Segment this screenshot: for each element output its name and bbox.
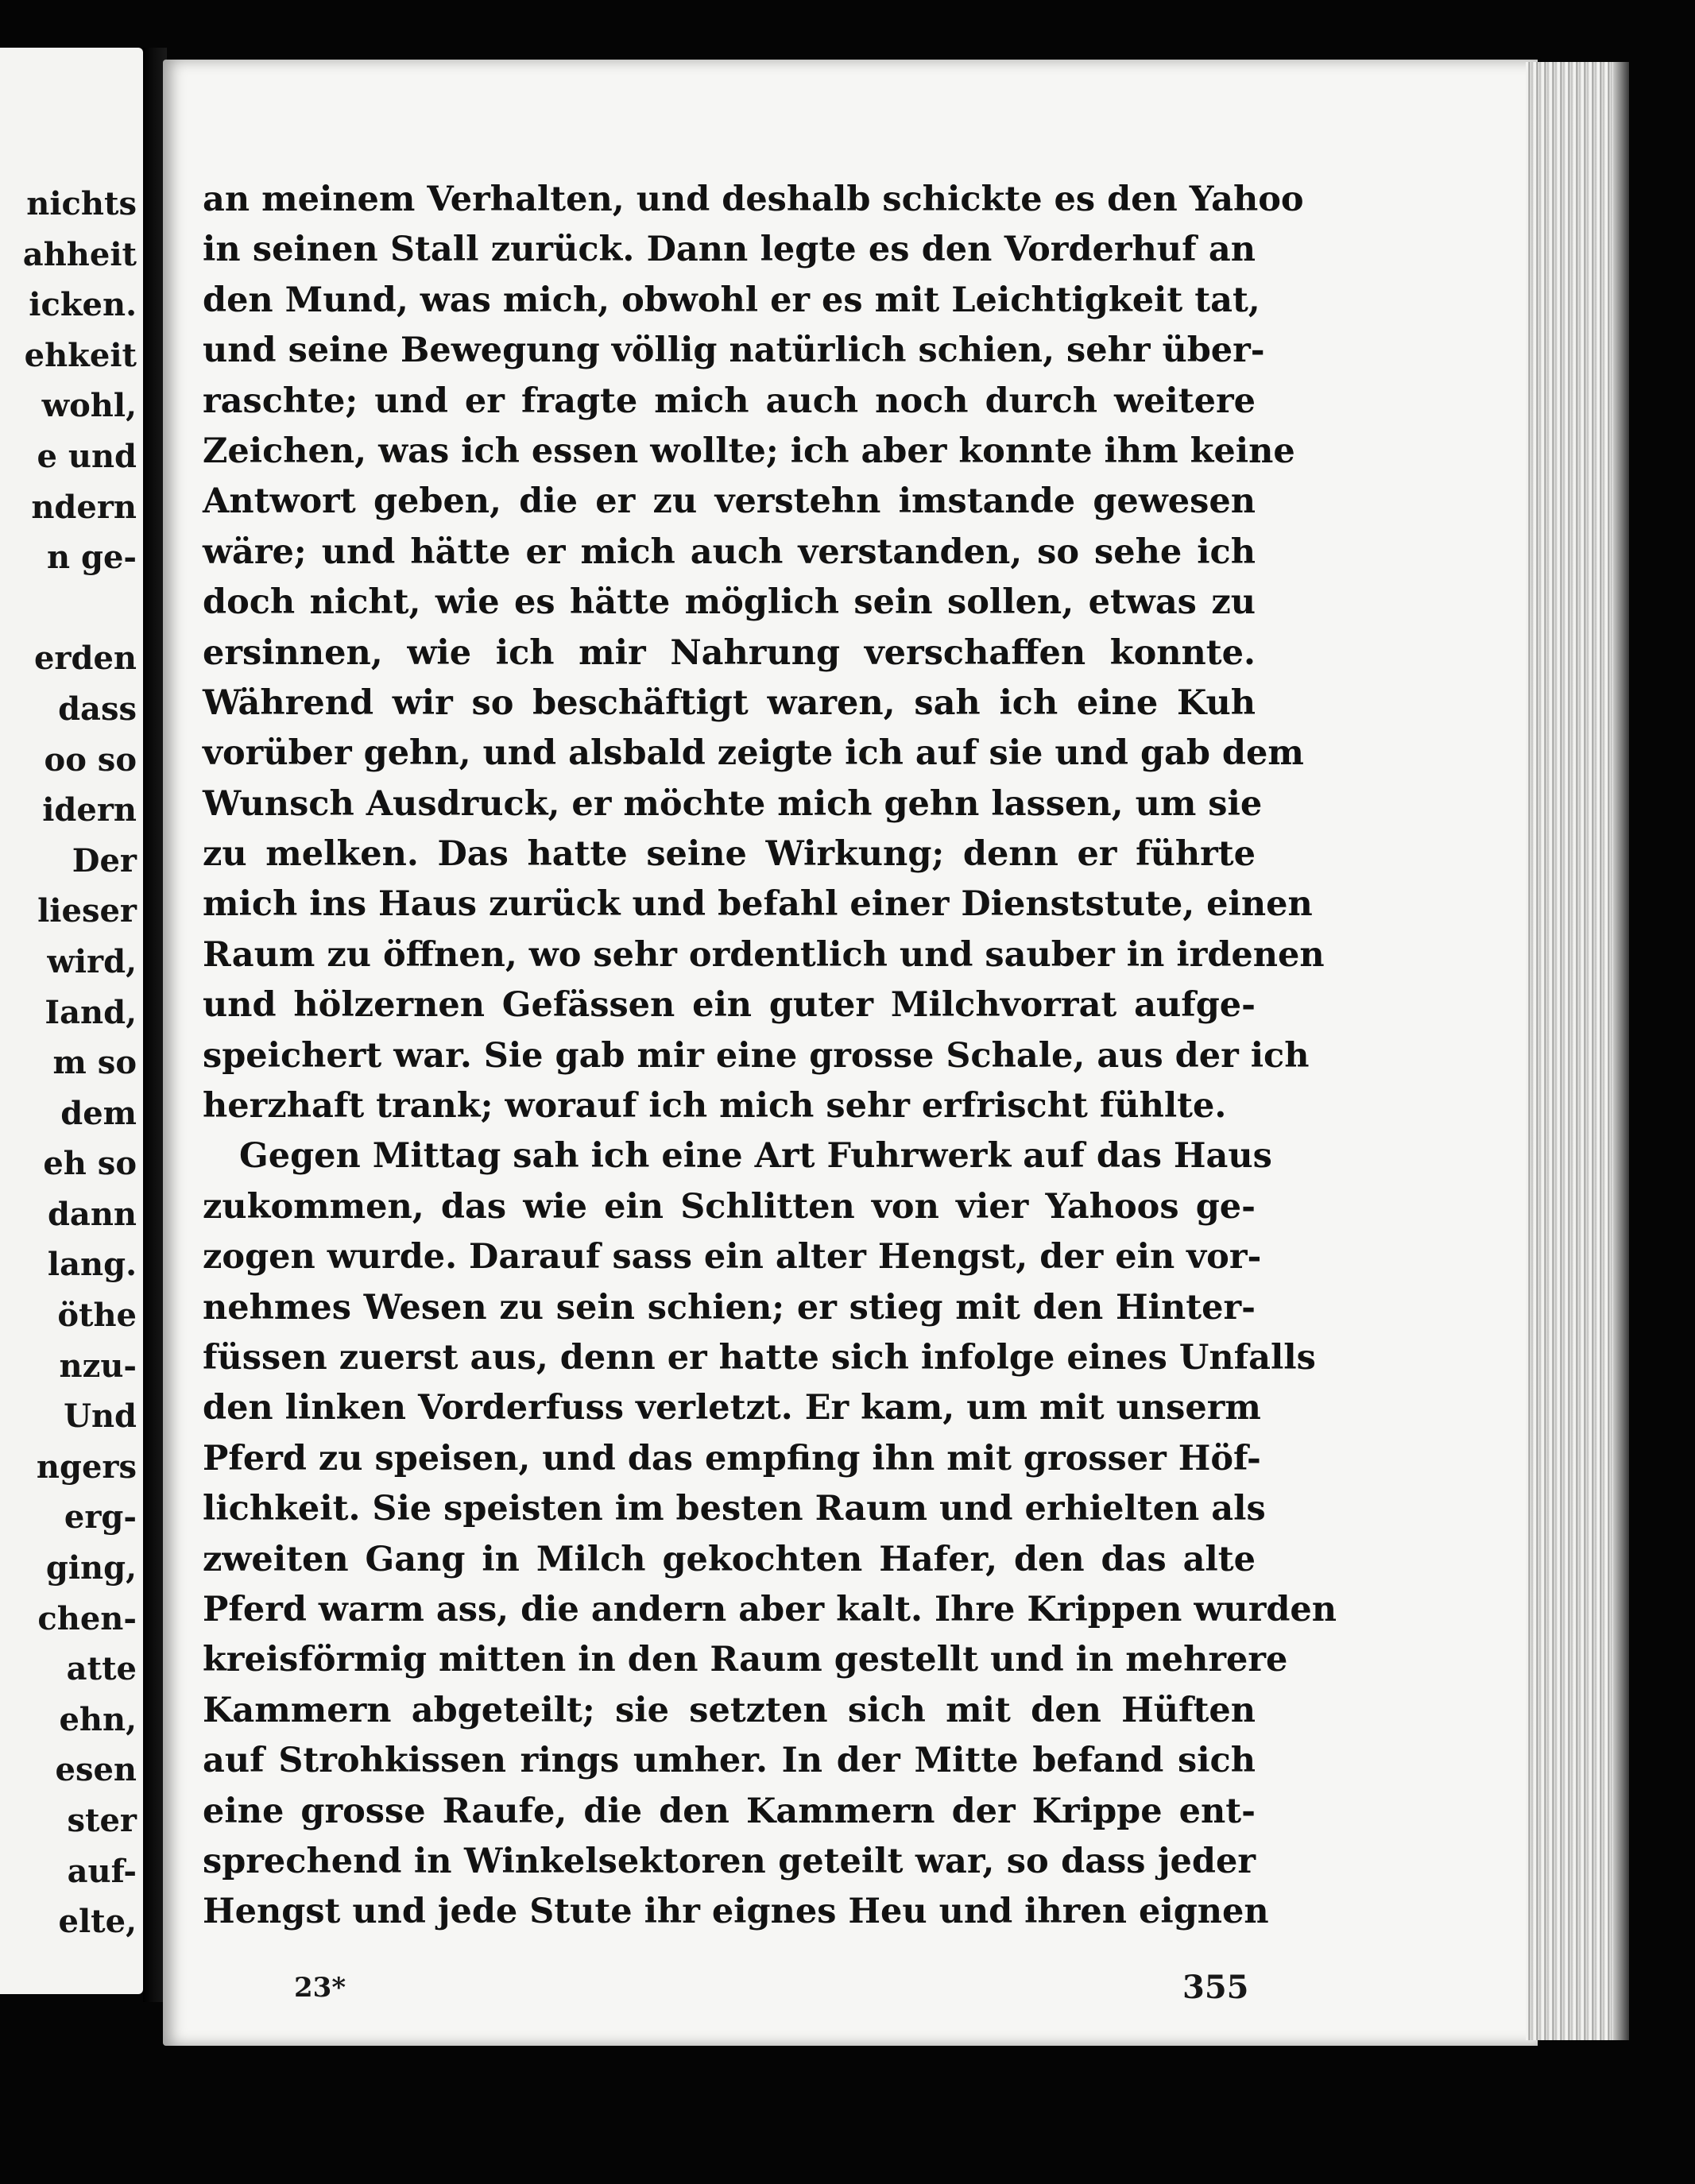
left-fragment: atte	[66, 1650, 137, 1688]
left-fragment: e und	[37, 437, 137, 475]
text-line: Hengst und jede Stute ihr eignes Heu und ihren eignen	[203, 1892, 1269, 1932]
text-line: Raum zu öffnen, wo sehr ordentlich und sauber in irdenen	[203, 934, 1325, 975]
text-line: Gegen Mittag sah ich eine Art Fuhrwerk auf das Haus	[239, 1136, 1272, 1177]
text-line: Pferd zu speisen, und das empfing ihn mit grosser Höf-	[203, 1438, 1261, 1479]
page-number: 355	[1182, 1969, 1249, 2006]
text-line: und seine Bewegung völlig natürlich schien, sehr über-	[203, 330, 1265, 371]
signature-mark: 23*	[294, 1972, 346, 2004]
text-line: auf Strohkissen rings umher. In der Mitte befand sich	[203, 1741, 1256, 1781]
text-line: wäre; und hätte er mich auch verstanden, so sehe ich	[203, 532, 1256, 572]
text-line: nehmes Wesen zu sein schien; er stieg mit den Hinter-	[203, 1287, 1256, 1328]
left-fragment: chen-	[37, 1599, 137, 1637]
left-fragment: n ge-	[46, 539, 137, 577]
text-line: speichert war. Sie gab mir eine grosse Schale, aus der ich	[203, 1035, 1310, 1076]
left-fragment: icken.	[29, 286, 137, 324]
left-fragment	[0, 583, 137, 634]
text-line: sprechend in Winkelsektoren geteilt war, so dass jeder	[203, 1841, 1256, 1881]
text-line: den linken Vorderfuss verletzt. Er kam, um mit unserm	[203, 1388, 1261, 1428]
text-line: lichkeit. Sie speisten im besten Raum und erhielten als	[203, 1489, 1266, 1529]
left-page-text	[0, 179, 137, 1947]
left-fragment: dann	[47, 1195, 137, 1233]
text-line: eine grosse Raufe, die den Kammern der Krippe ent-	[203, 1791, 1256, 1831]
text-line: zweiten Gang in Milch gekochten Hafer, den das alte	[203, 1539, 1256, 1579]
left-fragment: ahheit	[22, 235, 137, 273]
text-line: Kammern abgeteilt; sie setzten sich mit den Hüften	[203, 1690, 1256, 1730]
text-line: kreisförmig mitten in den Raum gestellt und in mehrere	[203, 1640, 1288, 1680]
left-fragment: dem	[60, 1094, 137, 1132]
text-line: zu melken. Das hatte seine Wirkung; denn er führte	[203, 834, 1256, 875]
left-fragment: ster	[67, 1802, 137, 1839]
left-fragment: eh so	[43, 1145, 137, 1183]
left-fragment: ging,	[45, 1549, 137, 1587]
text-line: füssen zuerst aus, denn er hatte sich infolge eines Unfalls	[203, 1337, 1316, 1378]
text-line: an meinem Verhalten, und deshalb schickte es den Yahoo	[203, 180, 1304, 219]
left-fragment: erden	[33, 640, 137, 678]
text-line: und hölzernen Gefässen ein guter Milchvorrat aufge-	[203, 985, 1256, 1026]
page-edges	[1526, 62, 1629, 2040]
text-line: Pferd warm ass, die andern aber kalt. Ihre Krippen wurden	[203, 1589, 1337, 1629]
left-fragment: nichts	[26, 185, 137, 222]
left-fragment: lang.	[47, 1246, 137, 1284]
left-fragment: wird,	[47, 942, 137, 980]
text-line: raschte; und er fragte mich auch noch durch weitere	[203, 381, 1256, 421]
text-line: herzhaft trank; worauf ich mich sehr erfrischt fühlte.	[203, 1086, 1227, 1127]
text-line: in seinen Stall zurück. Dann legte es den Vorderhuf an	[203, 230, 1256, 270]
body-text	[203, 175, 1337, 1938]
left-fragment: erg-	[64, 1498, 137, 1537]
left-fragment: ngers	[36, 1448, 137, 1486]
left-fragment: öthe	[57, 1297, 137, 1335]
left-fragment: idern	[42, 791, 137, 829]
text-line: Wunsch Ausdruck, er möchte mich gehn lassen, um sie	[203, 783, 1263, 824]
text-line: zogen wurde. Darauf sass ein alter Hengst, der ein vor-	[203, 1237, 1262, 1278]
left-fragment: ehkeit	[24, 336, 137, 374]
text-line: Antwort geben, die er zu verstehn imstande gewesen	[203, 481, 1256, 522]
left-fragment: elte,	[58, 1903, 137, 1941]
text-line: Während wir so beschäftigt waren, sah ich eine Kuh	[203, 682, 1256, 723]
left-fragment: auf-	[67, 1852, 137, 1890]
left-page-sliver	[0, 48, 143, 1994]
text-line: mich ins Haus zurück und befahl einer Dienststute, einen	[203, 884, 1313, 925]
text-line: vorüber gehn, und alsbald zeigte ich auf sie und gab dem	[203, 733, 1304, 774]
left-fragment: wohl,	[41, 387, 137, 425]
left-fragment: oo so	[44, 740, 137, 779]
left-fragment: esen	[55, 1751, 137, 1789]
left-fragment: lieser	[37, 892, 137, 930]
text-line: Zeichen, was ich essen wollte; ich aber konnte ihm keine	[203, 431, 1295, 471]
text-line: zukommen, das wie ein Schlitten von vier Yahoos ge-	[203, 1186, 1256, 1227]
left-fragment: ehn,	[59, 1700, 137, 1738]
text-line: doch nicht, wie es hätte möglich sein sollen, etwas zu	[203, 582, 1256, 623]
text-line: den Mund, was mich, obwohl er es mit Leichtigkeit tat,	[203, 280, 1260, 320]
left-fragment: Der	[72, 841, 137, 879]
left-fragment: Iand,	[45, 993, 137, 1031]
left-fragment: Und	[64, 1397, 137, 1436]
left-fragment: m so	[52, 1044, 137, 1082]
left-fragment: ndern	[31, 488, 137, 526]
left-fragment: dass	[58, 690, 137, 728]
text-line: ersinnen, wie ich mir Nahrung verschaffen konnte.	[203, 632, 1256, 673]
left-fragment: nzu-	[59, 1347, 137, 1385]
